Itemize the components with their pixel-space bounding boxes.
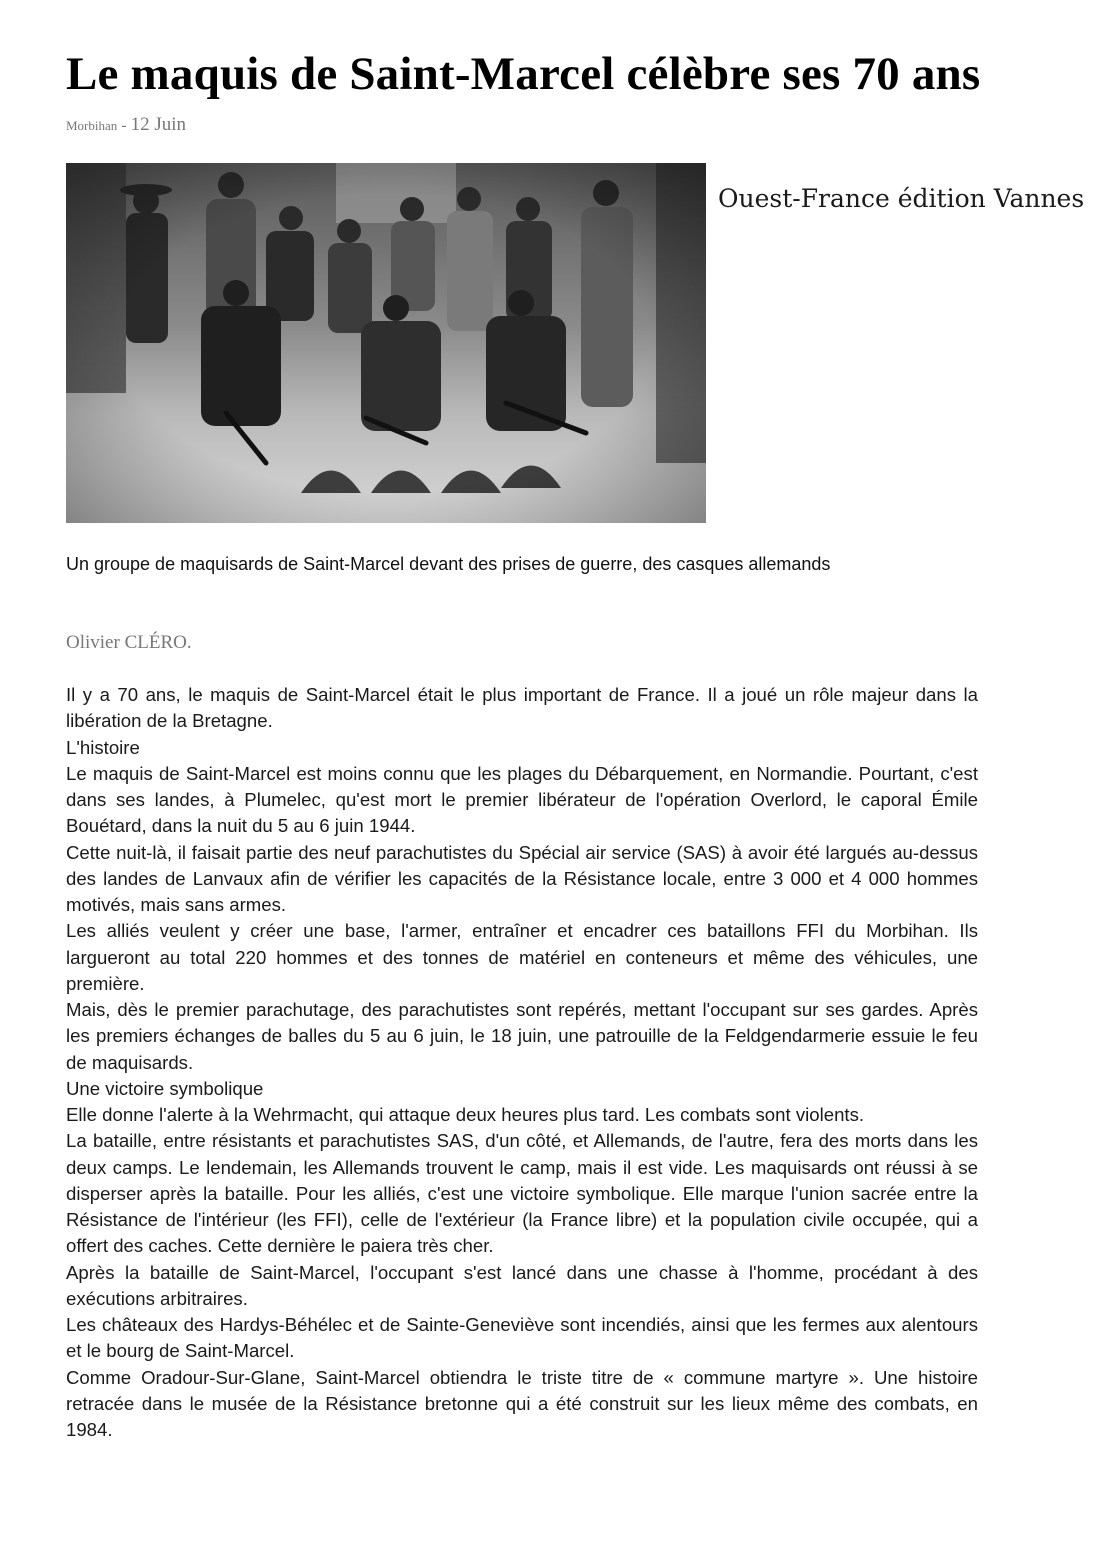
body-paragraph: Les châteaux des Hardys-Béhélec et de Sainte-Geneviève sont incendiés, ainsi que les fermes aux alentours et le bourg de Saint-Marcel. bbox=[66, 1314, 978, 1362]
article-meta bbox=[66, 114, 186, 136]
region-label: Morbihan bbox=[66, 118, 118, 133]
body-paragraph: Les alliés veulent y créer une base, l'armer, entraîner et encadrer ces bataillons FFI du Morbihan. Ils largueront au total 220 hommes et des tonnes de matériel en conteneurs et même des véhicules, une première. bbox=[66, 920, 978, 994]
body-paragraph: Comme Oradour-Sur-Glane, Saint-Marcel obtiendra le triste titre de « commune martyre ». Une histoire retracée dans le musée de la Résistance bretonne qui a été construit sur les lieux même des combats, en 1984. bbox=[66, 1366, 978, 1440]
body-paragraph: Mais, dès le premier parachutage, des parachutistes sont repérés, mettant l'occupant sur ses gardes. Après les premiers échanges de balles du 5 au 6 juin, le 18 juin, une patrouille de la Feldgendarmerie essuie le feu de maquisards. bbox=[66, 999, 978, 1073]
article-title: Le maquis de Saint-Marcel célèbre ses 70 ans bbox=[66, 48, 981, 100]
body-paragraph: La bataille, entre résistants et parachutistes SAS, d'un côté, et Allemands, de l'autre, fera des morts dans les deux camps. Le lendemain, les Allemands trouvent le camp, mais il est vide. Les maquisards ont réussi à se disperser après la bataille. Pour les alliés, c'est une victoire symbolique. Elle marque l'union sacrée entre la Résistance de l'intérieur (les FFI), celle de l'extérieur (la France libre) et la population civile occupée, qui a offert des caches. Cette dernière le paiera très cher. bbox=[66, 1130, 978, 1257]
group-photo bbox=[66, 163, 706, 523]
body-paragraph: Il y a 70 ans, le maquis de Saint-Marcel était le plus important de France. Il a joué un rôle majeur dans la libération de la Bretagne. bbox=[66, 684, 978, 732]
source-publication: Ouest-France édition Vannes bbox=[718, 184, 1085, 213]
body-paragraph: Le maquis de Saint-Marcel est moins connu que les plages du Débarquement, en Normandie. Pourtant, c'est dans ses landes, à Plumelec, qu'est mort le premier libérateur de l'opération Overlord, le caporal Émile Bouétard, dans la nuit du 5 au 6 juin 1944. bbox=[66, 762, 978, 837]
body-paragraph: Elle donne l'alerte à la Wehrmacht, qui attaque deux heures plus tard. Les combats sont violents. bbox=[66, 1104, 865, 1125]
article-body bbox=[66, 682, 978, 1443]
date-separator: - bbox=[117, 117, 131, 134]
section-subheading: L'histoire bbox=[66, 736, 140, 758]
section-subheading: Une victoire symbolique bbox=[66, 1077, 264, 1099]
body-paragraph: Après la bataille de Saint-Marcel, l'occupant s'est lancé dans une chasse à l'homme, procédant à des exécutions arbitraires. bbox=[66, 1261, 978, 1309]
body-paragraph: Cette nuit-là, il faisait partie des neuf parachutistes du Spécial air service (SAS) à avoir été largués au-dessus des landes de Lanvaux afin de vérifier les capacités de la Résistance locale, entre 3 000 et 4 000 hommes motivés, mais sans armes. bbox=[66, 841, 978, 915]
author-byline: Olivier CLÉRO. bbox=[66, 632, 192, 653]
publication-date: 12 Juin bbox=[130, 114, 187, 135]
photo-caption: Un groupe de maquisards de Saint-Marcel devant des prises de guerre, des casques allemands bbox=[66, 554, 831, 574]
